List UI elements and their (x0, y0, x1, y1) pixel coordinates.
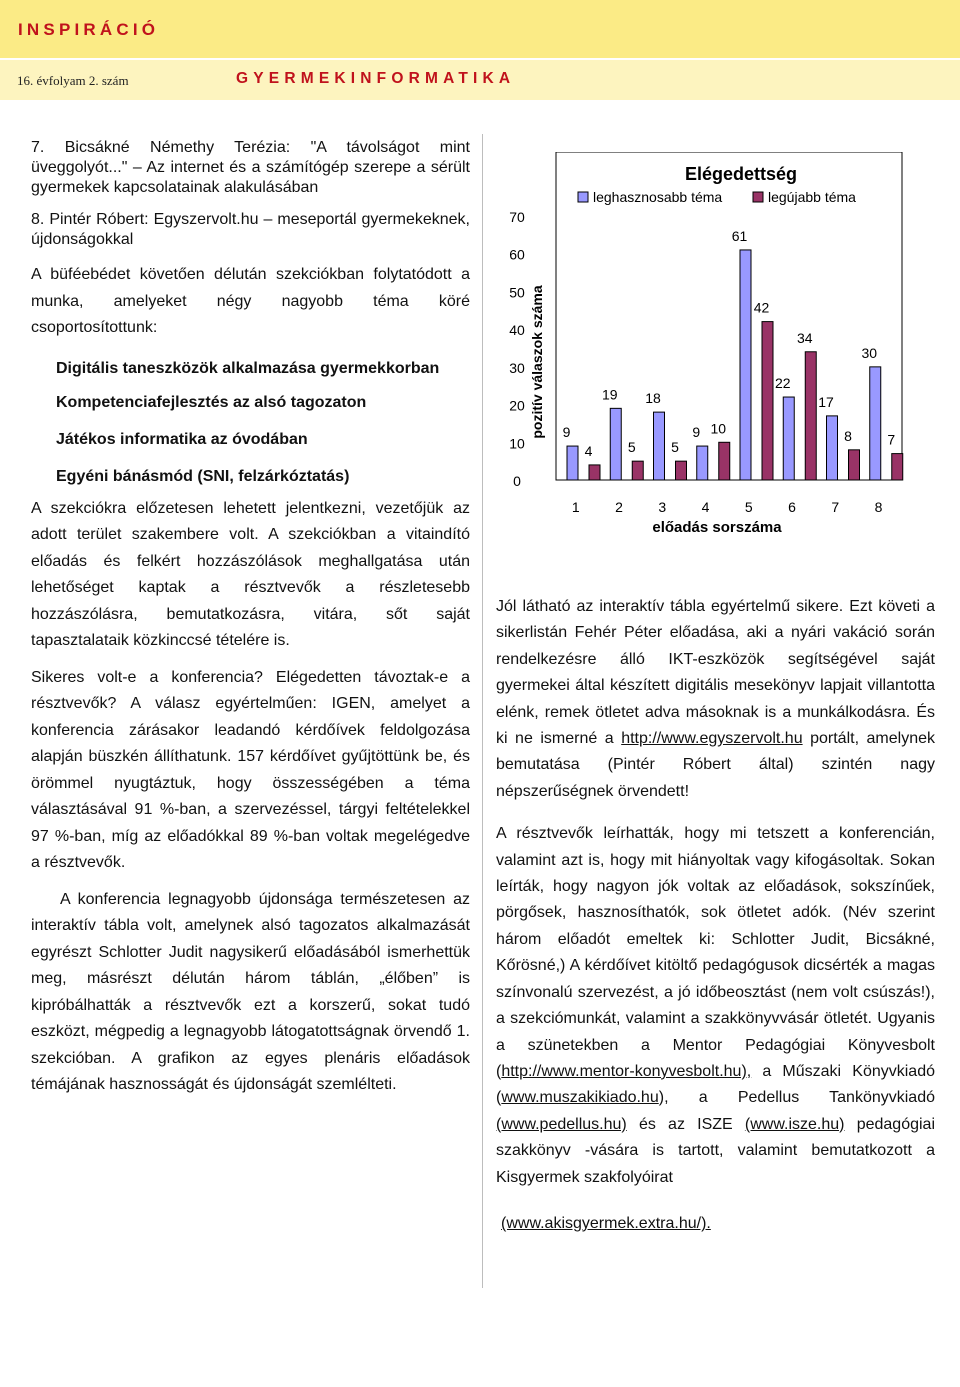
commentary-text-end: portált, amelynek bemutatása (Pintér Róbert által) szintén nagy népszerűségnek örvendett! (496, 730, 936, 800)
bar-hasznos (610, 408, 621, 480)
x-tick-label: 5 (744, 499, 753, 515)
chart-legend (578, 189, 856, 205)
legend-label-2: legújabb téma (768, 189, 856, 205)
x-axis-label: előadás sorszáma (652, 519, 782, 536)
bar-value-label: 5 (671, 439, 679, 456)
link-egyszervolt[interactable]: http://www.egyszervolt.hu (621, 730, 803, 748)
right-column (496, 594, 935, 1237)
y-tick-label: 60 (509, 246, 525, 263)
link-isze[interactable]: (www.isze.hu) (744, 1115, 845, 1133)
bar-value-label: 4 (584, 442, 593, 459)
column-divider (482, 134, 483, 1288)
y-axis-label: pozitív válaszok száma (529, 285, 545, 439)
bar-value-label: 17 (818, 393, 834, 410)
topic-1: Digitális taneszközök alkalmazása gyermekkorban (56, 359, 440, 377)
bar-value-label: 10 (710, 420, 727, 437)
x-tick-label: 6 (788, 499, 796, 515)
bar-uj (719, 442, 730, 480)
bar-hasznos (870, 367, 881, 480)
y-tick-label: 10 (509, 435, 525, 452)
x-tick-label: 3 (658, 499, 667, 515)
section-title: GYERMEKINFORMATIKA (236, 70, 516, 87)
feedback-paragraph (496, 821, 935, 1191)
y-tick-label: 70 (509, 209, 525, 225)
feedback-text-3: ), a Pedellus Tankönyvkiadó (658, 1089, 935, 1107)
novelty-paragraph: A konferencia legnagyobb újdonsága természetesen az interaktív tábla volt, amelynek alsó tagozatos alkalmazását egyrészt Schlotter Judit nagysikerű előadásából ismerhettük meg, másrészt délután három táblán, „élőben” is kipróbálhatták a résztvevők ezt a korszerű, sokat tudó eszközt, mégpedig a legnagyobb látogatottságnak örvendő 1. szekcióban. A grafikon az egyes plenáris előadások témájának hasznosságát és újdonságát szemlélteti. (31, 890, 470, 1093)
bar-hasznos (827, 416, 838, 480)
bar-hasznos (697, 446, 708, 480)
bar-uj (805, 352, 816, 480)
chart-commentary (496, 594, 935, 805)
reference-8: 8. Pintér Róbert: Egyszervolt.hu – meseportál gyermekeknek, újdonságokkal (31, 211, 470, 248)
journal-title: INSPIRÁCIÓ (18, 20, 160, 39)
y-tick-label: 30 (509, 359, 525, 376)
x-tick-label: 7 (831, 499, 840, 515)
bar-value-label: 18 (645, 390, 661, 407)
topic-2: Kompetenciafejlesztés az alsó tagozaton (56, 393, 367, 411)
chart-title: Elégedettség (684, 164, 798, 184)
success-paragraph: Sikeres volt-e a konferencia? Elégedetten távoztak-e a résztvevők? A válasz egyértelműen: IGEN, amelyet a konferencia zárásakor leadandó kérdőívek feldolgozása alapján büszkén állíthatunk. 157 kérdőívet gyűjtöttünk be, és örömmel nyugtáztuk, hogy összességében a téma választásával 91 %-ban, a szervezéssel, tárgyi feltételekkel 97 %-ban, míg az előadókkal 89 %-ban voltak megelégedve a résztvevők. (31, 668, 470, 871)
chart-marks (509, 152, 903, 515)
bar-hasznos (654, 412, 665, 480)
bar-value-label: 8 (844, 427, 852, 444)
bar-value-label: 30 (861, 344, 878, 361)
bar-uj (849, 450, 860, 480)
bar-value-label: 7 (887, 431, 896, 448)
intro-paragraph: A büféebédet követően délután szekciókban folytatódott a munka, amelyeket négy nagyobb téma köré csoportosítottunk: (31, 266, 470, 336)
section-paragraph: A szekciókra előzetesen lehetett jelentkezni, vezetőjük az adott terület szakembere volt. A szekciókban a vitaindító előadás és felkért hozzászólások meghallgatása után lehetőséget kaptak a résztvevők a részletesebb hozzászólásra, bemutatkozásra, vitára, sőt saját tapasztalataik közkinccsé tételére is. (31, 499, 470, 649)
satisfaction-chart (497, 152, 934, 547)
reference-7: 7. Bicsákné Némethy Terézia: "A távolságot mint üveggolyót..." – Az internet és a számítógép szerepe a sérült gyermekek kapcsolatainak alakulásában (31, 139, 470, 196)
legend-label-1: leghasznosabb téma (593, 189, 723, 205)
chart-svg (497, 152, 934, 547)
legend-swatch-1 (578, 192, 588, 202)
feedback-text-5: pedagógiai szakkönyv -vására is tartott, valamint bemutatkozott a Kisgyermek szakfolyóirat (496, 1115, 936, 1186)
link-pedellus[interactable]: (www.pedellus.hu) (496, 1115, 627, 1133)
bar-hasznos (740, 250, 751, 480)
feedback-text-4: és az ISZE (626, 1115, 745, 1133)
bar-uj (892, 454, 903, 480)
link-muszakikiado[interactable]: www.muszakikiado.hu (501, 1089, 659, 1107)
bar-value-label: 5 (627, 439, 636, 456)
y-tick-label: 0 (513, 473, 521, 489)
bar-value-label: 19 (601, 386, 618, 403)
bar-value-label: 34 (796, 329, 813, 346)
x-tick-label: 4 (701, 499, 710, 515)
bar-value-label: 22 (774, 375, 791, 392)
left-column (31, 138, 470, 1099)
bar-uj (676, 461, 687, 480)
y-tick-label: 50 (509, 284, 525, 301)
commentary-text: Jól látható az interaktív tábla egyértelmű sikere. Ezt követi a sikerlistán Fehér Péter előadása, aki a nyári vakáció során rendelkezésre álló IKT-eszközök segítségével saját gyermekei által készített digitális mesekönyv lapjait villantotta elénk, remek ötletet adva másoknak is a munkálkodásra. És ki ne ismerné a (496, 598, 935, 748)
bar-value-label: 61 (731, 227, 748, 244)
link-akisgyermek[interactable]: (www.akisgyermek.extra.hu/). (501, 1214, 711, 1232)
x-tick-label: 8 (874, 499, 883, 515)
y-tick-label: 20 (509, 397, 525, 414)
bar-hasznos (567, 446, 578, 480)
feedback-text-2: a Műszaki Könyvkiadó ( (496, 1062, 935, 1107)
feedback-text: A résztvevők leírhatták, hogy mi tetszett a konferencián, valamint azt is, hogy mit hiányoltak vagy kifogásoltak. Sokan leírták, hogy nagyon jók voltak az előadások, sokszínűek, pörgősek, hasznosíthatók, sok ötletet adók. (Név szerint három előadót emeltek ki: Schlotter Judit, Bicsákné, Kőrösné,) A kérdőívet kitöltő pedagógusok dicsérték a magas színvonalú szervezést, a jó időbeosztást (nem volt csúszás!), a szekciómunkát, valamint a szakkönyvvásár ötletét. Ugyanis a szünetekben a Mentor Pedagógiai Könyvesbolt ( (496, 825, 935, 1080)
bar-value-label: 42 (753, 299, 770, 316)
issue-label: 16. évfolyam 2. szám (17, 73, 129, 88)
topic-4: Egyéni bánásmód (SNI, felzárkóztatás) (56, 467, 350, 485)
bar-value-label: 9 (692, 424, 701, 441)
x-tick-label: 1 (571, 499, 580, 515)
bar-hasznos (783, 397, 794, 480)
link-mentor[interactable]: http://www.mentor-konyvesbolt.hu), (501, 1062, 752, 1080)
y-tick-label: 40 (509, 322, 525, 339)
legend-swatch-2 (753, 192, 763, 202)
bar-uj (762, 322, 773, 480)
topic-3: Játékos informatika az óvodában (56, 430, 308, 448)
bar-value-label: 9 (562, 424, 571, 441)
x-tick-label: 2 (615, 499, 623, 515)
bar-uj (589, 465, 600, 480)
bar-uj (632, 461, 643, 480)
